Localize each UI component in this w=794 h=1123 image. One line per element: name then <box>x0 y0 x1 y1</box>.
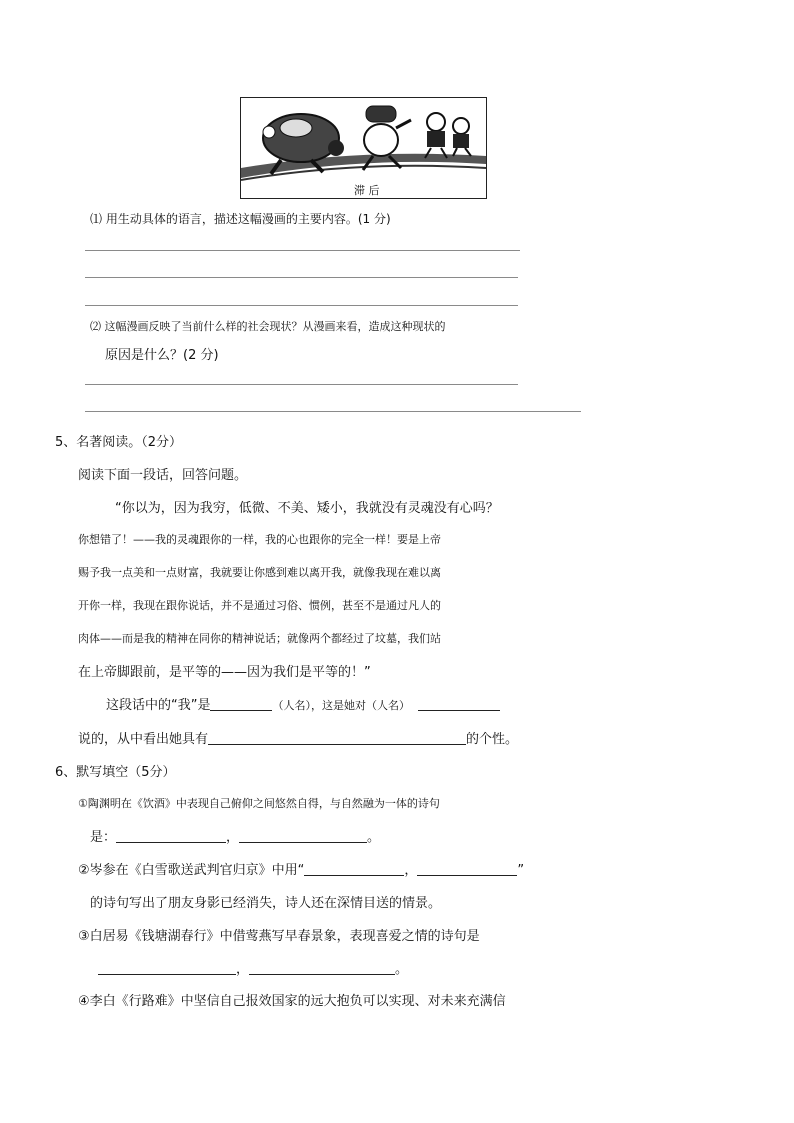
item-1: ①陶渊明在《饮酒》中表现自己俯仰之间悠然自得，与自然融为一体的诗句 <box>78 797 440 810</box>
cartoon-image <box>240 97 487 199</box>
fill-text: 的个性。 <box>466 732 519 747</box>
blank-poem-line-1[interactable] <box>304 863 404 876</box>
fill-text: ， <box>404 863 418 878</box>
item-3: ③白居易《钱塘湖春行》中借莺燕写早春景象，表现喜爱之情的诗句是 <box>78 929 480 944</box>
section-5-heading: 5、名著阅读。（2分） <box>55 435 183 450</box>
fill-text: 说的，从中看出她具有 <box>78 732 209 747</box>
fill-text: ②岑参在《白雪歌送武判官归京》中用“ <box>78 863 305 878</box>
passage-line: 开你一样，我现在跟你说话，并不是通过习俗、惯例，甚至不是通过凡人的 <box>78 599 441 612</box>
fill-text: ， <box>226 830 240 845</box>
passage-line: 赐予我一点美和一点财富，我就要让你感到难以离开我，就像我现在难以离 <box>78 566 441 579</box>
answer-line <box>85 305 518 306</box>
fill-text: 是： <box>90 830 117 845</box>
passage-line: 在上帝脚跟前，是平等的——因为我们是平等的！” <box>78 665 371 680</box>
blank-poem-line-2[interactable] <box>239 830 367 843</box>
blank-listener-name[interactable] <box>418 698 500 711</box>
fill-text: （人名），这是她对（人名） <box>272 699 410 712</box>
answer-line <box>85 384 518 385</box>
blank-poem-line-1[interactable] <box>116 830 226 843</box>
fill-text: 这段话中的“我”是 <box>106 698 211 713</box>
answer-line <box>85 250 520 251</box>
item-2-continued: 的诗句写出了朋友身影已经消失，诗人还在深情目送的情景。 <box>90 896 442 911</box>
blank-poem-line-2[interactable] <box>417 863 517 876</box>
passage-line: 肉体——而是我的精神在同你的精神说话；就像两个都经过了坟墓，我们站 <box>78 632 441 645</box>
fill-line-2 <box>78 728 518 747</box>
passage-line: “你以为，因为我穷，低微、不美、矮小，我就没有灵魂没有心吗？ <box>115 501 499 516</box>
item-4: ④李白《行路难》中坚信自己报效国家的远大抱负可以实现、对未来充满信 <box>78 994 506 1009</box>
fill-text: 。 <box>367 830 381 845</box>
answer-line <box>85 411 581 412</box>
fill-text: ” <box>517 863 525 878</box>
question-2-line-2: 原因是什么？(2 分) <box>105 348 219 363</box>
section-6-heading: 6、默写填空（5分） <box>55 765 176 780</box>
passage-line: 你想错了！——我的灵魂跟你的一样，我的心也跟你的完全一样！要是上帝 <box>78 533 441 546</box>
fill-text: 。 <box>395 962 409 977</box>
item-2 <box>78 859 524 878</box>
cartoon-caption: 滞 后 <box>354 184 380 197</box>
blank-personality[interactable] <box>208 732 466 745</box>
item-1-answer <box>90 826 380 845</box>
question-1: ⑴ 用生动具体的语言，描述这幅漫画的主要内容。(1 分) <box>90 212 391 226</box>
question-2-line-1: ⑵ 这幅漫画反映了当前什么样的社会现状？从漫画来看，造成这种现状的 <box>90 320 446 333</box>
blank-character-name[interactable] <box>210 698 272 711</box>
blank-poem-line-1[interactable] <box>98 962 236 975</box>
fill-text: ， <box>236 962 250 977</box>
fill-line-1 <box>106 694 500 713</box>
item-3-answer <box>98 958 408 977</box>
section-5-intro: 阅读下面一段话，回答问题。 <box>78 468 248 483</box>
blank-poem-line-2[interactable] <box>249 962 395 975</box>
answer-line <box>85 277 518 278</box>
